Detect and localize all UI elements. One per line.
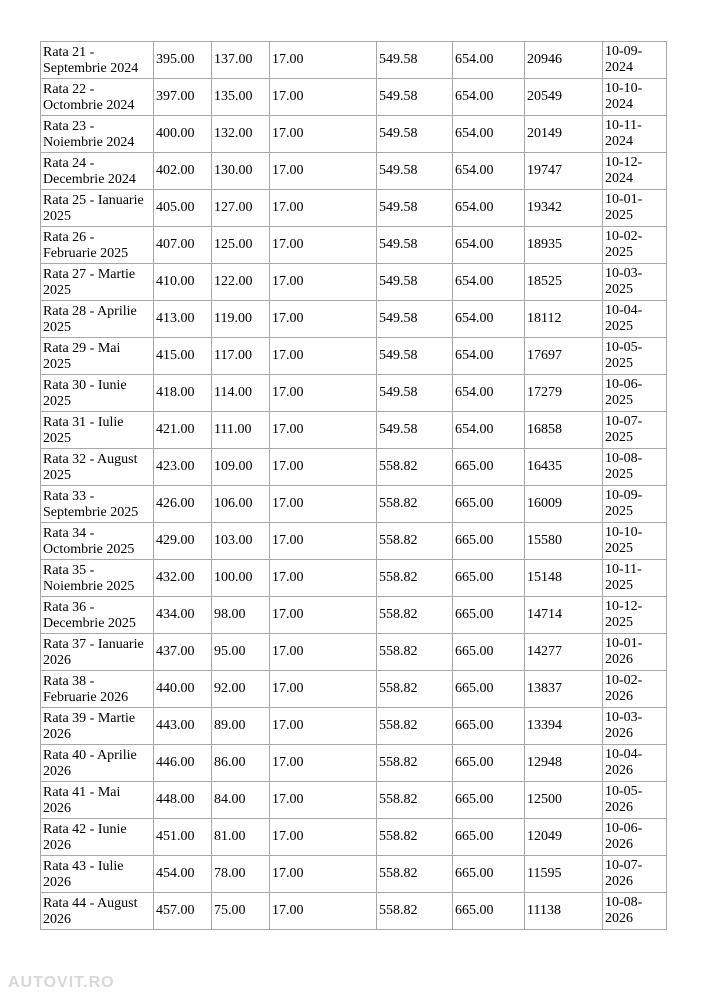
- rate-cell: 549.58: [377, 412, 453, 449]
- fee-cell: 17.00: [270, 856, 377, 893]
- interest-cell: 119.00: [212, 301, 270, 338]
- total-cell: 654.00: [453, 42, 525, 79]
- interest-cell: 103.00: [212, 523, 270, 560]
- table-row: [41, 375, 667, 412]
- installment-label: Rata 43 - Iulie 2026: [41, 856, 154, 893]
- due-date-cell: 10-08-2025: [603, 449, 667, 486]
- principal-cell: 407.00: [154, 227, 212, 264]
- balance-cell: 20149: [525, 116, 603, 153]
- total-cell: 654.00: [453, 412, 525, 449]
- installment-label: Rata 34 - Octombrie 2025: [41, 523, 154, 560]
- rate-cell: 558.82: [377, 449, 453, 486]
- principal-cell: 397.00: [154, 79, 212, 116]
- interest-cell: 127.00: [212, 190, 270, 227]
- principal-cell: 402.00: [154, 153, 212, 190]
- payment-schedule-body: [41, 42, 667, 930]
- due-date-cell: 10-11-2025: [603, 560, 667, 597]
- principal-cell: 429.00: [154, 523, 212, 560]
- total-cell: 665.00: [453, 819, 525, 856]
- installment-label: Rata 44 - August 2026: [41, 893, 154, 930]
- interest-cell: 109.00: [212, 449, 270, 486]
- principal-cell: 410.00: [154, 264, 212, 301]
- due-date-cell: 10-06-2026: [603, 819, 667, 856]
- balance-cell: 12948: [525, 745, 603, 782]
- fee-cell: 17.00: [270, 708, 377, 745]
- balance-cell: 15148: [525, 560, 603, 597]
- due-date-cell: 10-01-2026: [603, 634, 667, 671]
- installment-label: Rata 37 - Ianuarie 2026: [41, 634, 154, 671]
- rate-cell: 558.82: [377, 671, 453, 708]
- total-cell: 665.00: [453, 597, 525, 634]
- rate-cell: 549.58: [377, 338, 453, 375]
- fee-cell: 17.00: [270, 819, 377, 856]
- interest-cell: 137.00: [212, 42, 270, 79]
- principal-cell: 440.00: [154, 671, 212, 708]
- due-date-cell: 10-09-2024: [603, 42, 667, 79]
- rate-cell: 549.58: [377, 190, 453, 227]
- rate-cell: 549.58: [377, 42, 453, 79]
- fee-cell: 17.00: [270, 116, 377, 153]
- due-date-cell: 10-10-2024: [603, 79, 667, 116]
- interest-cell: 92.00: [212, 671, 270, 708]
- total-cell: 665.00: [453, 856, 525, 893]
- balance-cell: 14277: [525, 634, 603, 671]
- total-cell: 665.00: [453, 449, 525, 486]
- due-date-cell: 10-02-2025: [603, 227, 667, 264]
- installment-label: Rata 27 - Martie 2025: [41, 264, 154, 301]
- fee-cell: 17.00: [270, 782, 377, 819]
- table-row: [41, 449, 667, 486]
- rate-cell: 558.82: [377, 597, 453, 634]
- rate-cell: 558.82: [377, 634, 453, 671]
- fee-cell: 17.00: [270, 79, 377, 116]
- rate-cell: 549.58: [377, 227, 453, 264]
- interest-cell: 78.00: [212, 856, 270, 893]
- total-cell: 654.00: [453, 227, 525, 264]
- table-row: [41, 227, 667, 264]
- installment-label: Rata 26 - Februarie 2025: [41, 227, 154, 264]
- installment-label: Rata 39 - Martie 2026: [41, 708, 154, 745]
- table-row: [41, 79, 667, 116]
- fee-cell: 17.00: [270, 301, 377, 338]
- installment-label: Rata 29 - Mai 2025: [41, 338, 154, 375]
- due-date-cell: 10-08-2026: [603, 893, 667, 930]
- fee-cell: 17.00: [270, 671, 377, 708]
- rate-cell: 549.58: [377, 116, 453, 153]
- principal-cell: 413.00: [154, 301, 212, 338]
- principal-cell: 454.00: [154, 856, 212, 893]
- due-date-cell: 10-12-2025: [603, 597, 667, 634]
- total-cell: 665.00: [453, 893, 525, 930]
- principal-cell: 437.00: [154, 634, 212, 671]
- balance-cell: 18525: [525, 264, 603, 301]
- payment-schedule-table: [40, 41, 667, 930]
- table-row: [41, 264, 667, 301]
- table-row: [41, 523, 667, 560]
- table-row: [41, 634, 667, 671]
- total-cell: 665.00: [453, 671, 525, 708]
- table-row: [41, 338, 667, 375]
- installment-label: Rata 30 - Iunie 2025: [41, 375, 154, 412]
- total-cell: 654.00: [453, 264, 525, 301]
- fee-cell: 17.00: [270, 893, 377, 930]
- balance-cell: 14714: [525, 597, 603, 634]
- fee-cell: 17.00: [270, 264, 377, 301]
- table-row: [41, 153, 667, 190]
- total-cell: 654.00: [453, 375, 525, 412]
- due-date-cell: 10-07-2025: [603, 412, 667, 449]
- due-date-cell: 10-03-2025: [603, 264, 667, 301]
- due-date-cell: 10-05-2025: [603, 338, 667, 375]
- principal-cell: 448.00: [154, 782, 212, 819]
- table-row: [41, 412, 667, 449]
- total-cell: 654.00: [453, 338, 525, 375]
- installment-label: Rata 33 - Septembrie 2025: [41, 486, 154, 523]
- rate-cell: 558.82: [377, 708, 453, 745]
- fee-cell: 17.00: [270, 597, 377, 634]
- table-row: [41, 301, 667, 338]
- principal-cell: 434.00: [154, 597, 212, 634]
- due-date-cell: 10-10-2025: [603, 523, 667, 560]
- interest-cell: 111.00: [212, 412, 270, 449]
- watermark-logo: AUTOVIT.RO: [8, 974, 115, 991]
- fee-cell: 17.00: [270, 190, 377, 227]
- installment-label: Rata 24 - Decembrie 2024: [41, 153, 154, 190]
- interest-cell: 135.00: [212, 79, 270, 116]
- installment-label: Rata 32 - August 2025: [41, 449, 154, 486]
- rate-cell: 558.82: [377, 523, 453, 560]
- interest-cell: 98.00: [212, 597, 270, 634]
- due-date-cell: 10-12-2024: [603, 153, 667, 190]
- rate-cell: 558.82: [377, 560, 453, 597]
- interest-cell: 132.00: [212, 116, 270, 153]
- table-row: [41, 116, 667, 153]
- installment-label: Rata 36 - Decembrie 2025: [41, 597, 154, 634]
- table-row: [41, 671, 667, 708]
- rate-cell: 549.58: [377, 264, 453, 301]
- balance-cell: 18935: [525, 227, 603, 264]
- interest-cell: 84.00: [212, 782, 270, 819]
- installment-label: Rata 35 - Noiembrie 2025: [41, 560, 154, 597]
- due-date-cell: 10-07-2026: [603, 856, 667, 893]
- table-row: [41, 597, 667, 634]
- principal-cell: 415.00: [154, 338, 212, 375]
- principal-cell: 432.00: [154, 560, 212, 597]
- due-date-cell: 10-04-2025: [603, 301, 667, 338]
- rate-cell: 558.82: [377, 893, 453, 930]
- installment-label: Rata 38 - Februarie 2026: [41, 671, 154, 708]
- balance-cell: 17697: [525, 338, 603, 375]
- total-cell: 665.00: [453, 560, 525, 597]
- table-row: [41, 745, 667, 782]
- interest-cell: 125.00: [212, 227, 270, 264]
- principal-cell: 418.00: [154, 375, 212, 412]
- due-date-cell: 10-04-2026: [603, 745, 667, 782]
- interest-cell: 89.00: [212, 708, 270, 745]
- balance-cell: 16009: [525, 486, 603, 523]
- installment-label: Rata 21 - Septembrie 2024: [41, 42, 154, 79]
- rate-cell: 558.82: [377, 856, 453, 893]
- balance-cell: 18112: [525, 301, 603, 338]
- fee-cell: 17.00: [270, 153, 377, 190]
- due-date-cell: 10-06-2025: [603, 375, 667, 412]
- balance-cell: 20946: [525, 42, 603, 79]
- fee-cell: 17.00: [270, 634, 377, 671]
- total-cell: 654.00: [453, 301, 525, 338]
- total-cell: 665.00: [453, 523, 525, 560]
- interest-cell: 114.00: [212, 375, 270, 412]
- principal-cell: 423.00: [154, 449, 212, 486]
- principal-cell: 405.00: [154, 190, 212, 227]
- total-cell: 665.00: [453, 708, 525, 745]
- balance-cell: 12049: [525, 819, 603, 856]
- balance-cell: 11595: [525, 856, 603, 893]
- due-date-cell: 10-09-2025: [603, 486, 667, 523]
- fee-cell: 17.00: [270, 338, 377, 375]
- balance-cell: 15580: [525, 523, 603, 560]
- interest-cell: 75.00: [212, 893, 270, 930]
- balance-cell: 20549: [525, 79, 603, 116]
- balance-cell: 11138: [525, 893, 603, 930]
- rate-cell: 558.82: [377, 782, 453, 819]
- fee-cell: 17.00: [270, 227, 377, 264]
- principal-cell: 421.00: [154, 412, 212, 449]
- fee-cell: 17.00: [270, 449, 377, 486]
- principal-cell: 395.00: [154, 42, 212, 79]
- interest-cell: 95.00: [212, 634, 270, 671]
- total-cell: 654.00: [453, 116, 525, 153]
- rate-cell: 549.58: [377, 79, 453, 116]
- installment-label: Rata 23 - Noiembrie 2024: [41, 116, 154, 153]
- balance-cell: 12500: [525, 782, 603, 819]
- rate-cell: 549.58: [377, 301, 453, 338]
- due-date-cell: 10-01-2025: [603, 190, 667, 227]
- balance-cell: 13837: [525, 671, 603, 708]
- principal-cell: 446.00: [154, 745, 212, 782]
- balance-cell: 19747: [525, 153, 603, 190]
- installment-label: Rata 40 - Aprilie 2026: [41, 745, 154, 782]
- total-cell: 665.00: [453, 634, 525, 671]
- fee-cell: 17.00: [270, 560, 377, 597]
- principal-cell: 400.00: [154, 116, 212, 153]
- installment-label: Rata 28 - Aprilie 2025: [41, 301, 154, 338]
- installment-label: Rata 42 - Iunie 2026: [41, 819, 154, 856]
- interest-cell: 106.00: [212, 486, 270, 523]
- installment-label: Rata 25 - Ianuarie 2025: [41, 190, 154, 227]
- principal-cell: 426.00: [154, 486, 212, 523]
- principal-cell: 457.00: [154, 893, 212, 930]
- rate-cell: 558.82: [377, 745, 453, 782]
- fee-cell: 17.00: [270, 745, 377, 782]
- table-row: [41, 708, 667, 745]
- interest-cell: 81.00: [212, 819, 270, 856]
- fee-cell: 17.00: [270, 42, 377, 79]
- interest-cell: 86.00: [212, 745, 270, 782]
- table-row: [41, 486, 667, 523]
- balance-cell: 17279: [525, 375, 603, 412]
- installment-label: Rata 31 - Iulie 2025: [41, 412, 154, 449]
- interest-cell: 100.00: [212, 560, 270, 597]
- fee-cell: 17.00: [270, 375, 377, 412]
- principal-cell: 451.00: [154, 819, 212, 856]
- total-cell: 654.00: [453, 190, 525, 227]
- due-date-cell: 10-02-2026: [603, 671, 667, 708]
- rate-cell: 549.58: [377, 153, 453, 190]
- fee-cell: 17.00: [270, 486, 377, 523]
- total-cell: 665.00: [453, 782, 525, 819]
- total-cell: 665.00: [453, 486, 525, 523]
- rate-cell: 558.82: [377, 486, 453, 523]
- total-cell: 654.00: [453, 153, 525, 190]
- total-cell: 654.00: [453, 79, 525, 116]
- table-row: [41, 42, 667, 79]
- rate-cell: 558.82: [377, 819, 453, 856]
- principal-cell: 443.00: [154, 708, 212, 745]
- interest-cell: 122.00: [212, 264, 270, 301]
- rate-cell: 549.58: [377, 375, 453, 412]
- table-row: [41, 819, 667, 856]
- balance-cell: 16858: [525, 412, 603, 449]
- due-date-cell: 10-11-2024: [603, 116, 667, 153]
- table-row: [41, 190, 667, 227]
- balance-cell: 19342: [525, 190, 603, 227]
- fee-cell: 17.00: [270, 523, 377, 560]
- interest-cell: 117.00: [212, 338, 270, 375]
- table-row: [41, 856, 667, 893]
- fee-cell: 17.00: [270, 412, 377, 449]
- installment-label: Rata 41 - Mai 2026: [41, 782, 154, 819]
- due-date-cell: 10-05-2026: [603, 782, 667, 819]
- table-row: [41, 782, 667, 819]
- table-row: [41, 560, 667, 597]
- balance-cell: 16435: [525, 449, 603, 486]
- interest-cell: 130.00: [212, 153, 270, 190]
- table-row: [41, 893, 667, 930]
- balance-cell: 13394: [525, 708, 603, 745]
- installment-label: Rata 22 - Octombrie 2024: [41, 79, 154, 116]
- due-date-cell: 10-03-2026: [603, 708, 667, 745]
- total-cell: 665.00: [453, 745, 525, 782]
